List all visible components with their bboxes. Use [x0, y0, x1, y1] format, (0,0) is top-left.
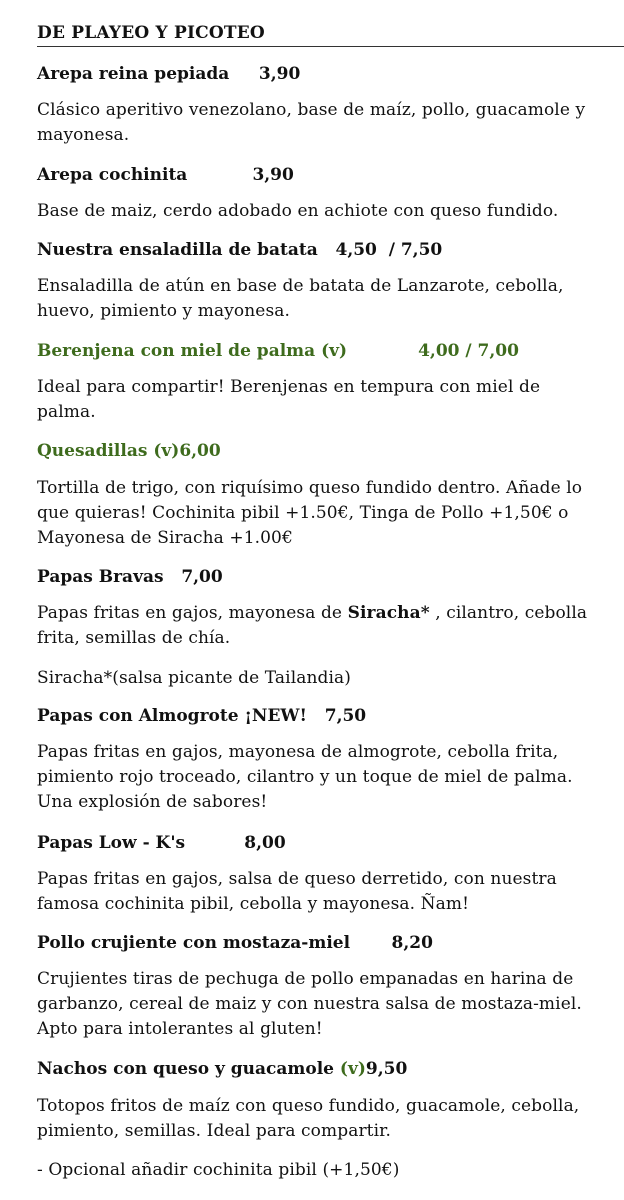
item-description: Papas fritas en gajos, mayonesa de Siracha* , cilantro, cebolla frita, semillas de chía. [37, 603, 588, 648]
item-description: Crujientes tiras de pechuga de pollo empanadas en harina de garbanzo, cereal de maiz y con nuestra salsa de mostaza-miel. Apto para intolerantes al gluten! [37, 969, 582, 1039]
item-name: Arepa cochinita [37, 165, 188, 185]
item-title [37, 932, 433, 954]
item-title [37, 63, 300, 85]
item-name: Papas Bravas [37, 567, 164, 587]
item-name: Pollo crujiente con mostaza-miel [37, 933, 351, 953]
item-name: Papas con Almogrote ¡NEW! [37, 706, 307, 726]
item-price: 6,00 [179, 441, 221, 461]
item-name: Quesadillas (v) [37, 441, 180, 461]
item-title [37, 566, 223, 588]
item-price: 9,50 [365, 1059, 408, 1079]
item-description: Papas fritas en gajos, mayonesa de almogrote, cebolla frita, pimiento rojo troceado, cilantro y un toque de miel de palma. Una explosión de sabores! [37, 742, 573, 812]
section-title: DE PLAYEO Y PICOTEO [37, 20, 624, 47]
item-title [37, 832, 286, 854]
item-description: Tortilla de trigo, con riquísimo queso fundido dentro. Añade lo que quieras! Cochinita pibil +1.50€, Tinga de Pollo +1,50€ o Mayonesa de Siracha +1.00€ [37, 478, 583, 548]
item-description: Ideal para compartir! Berenjenas en tempura con miel de palma. [37, 377, 541, 422]
item-title [37, 164, 294, 186]
item-description: Papas fritas en gajos, salsa de queso derretido, con nuestra famosa cochinita pibil, cebolla y mayonesa. Ñam! [37, 869, 557, 914]
item-title [37, 440, 221, 462]
item-title [37, 340, 519, 362]
siracha-highlight: Siracha* [347, 603, 430, 623]
item-price: 4,00 / 7,00 [418, 341, 519, 361]
item-name: Papas Low - K's [37, 833, 186, 853]
item-price: 7,50 [324, 706, 367, 726]
item-price: 3,90 [258, 64, 301, 84]
item-name: Berenjena con miel de palma (v) [37, 341, 348, 361]
item-name: Nuestra ensaladilla de batata [37, 240, 318, 260]
item-title [37, 705, 366, 727]
item-description: Base de maiz, cerdo adobado en achiote con queso fundido. [37, 201, 559, 221]
vegetarian-mark: (v) [339, 1059, 366, 1079]
item-description: Ensaladilla de atún en base de batata de Lanzarote, cebolla, huevo, pimiento y mayonesa. [37, 276, 564, 321]
item-description: Clásico aperitivo venezolano, base de maíz, pollo, guacamole y mayonesa. [37, 100, 586, 145]
item-title [37, 239, 442, 261]
item-price: 8,00 [244, 833, 286, 853]
item-name: Nachos con queso y guacamole [37, 1059, 340, 1079]
item-name: Arepa reina pepiada [37, 64, 230, 84]
item-price: 7,00 [181, 567, 223, 587]
item-price: 8,20 [391, 933, 433, 953]
item-note: - Opcional añadir cochinita pibil (+1,50€) [37, 1160, 400, 1180]
item-title [37, 1058, 407, 1080]
item-note: Siracha*(salsa picante de Tailandia) [37, 668, 352, 688]
item-description: Totopos fritos de maíz con queso fundido, guacamole, cebolla, pimiento, semillas. Ideal para compartir. [37, 1096, 580, 1141]
item-price: 3,90 [252, 165, 294, 185]
item-price: 4,50 / 7,50 [335, 240, 443, 260]
